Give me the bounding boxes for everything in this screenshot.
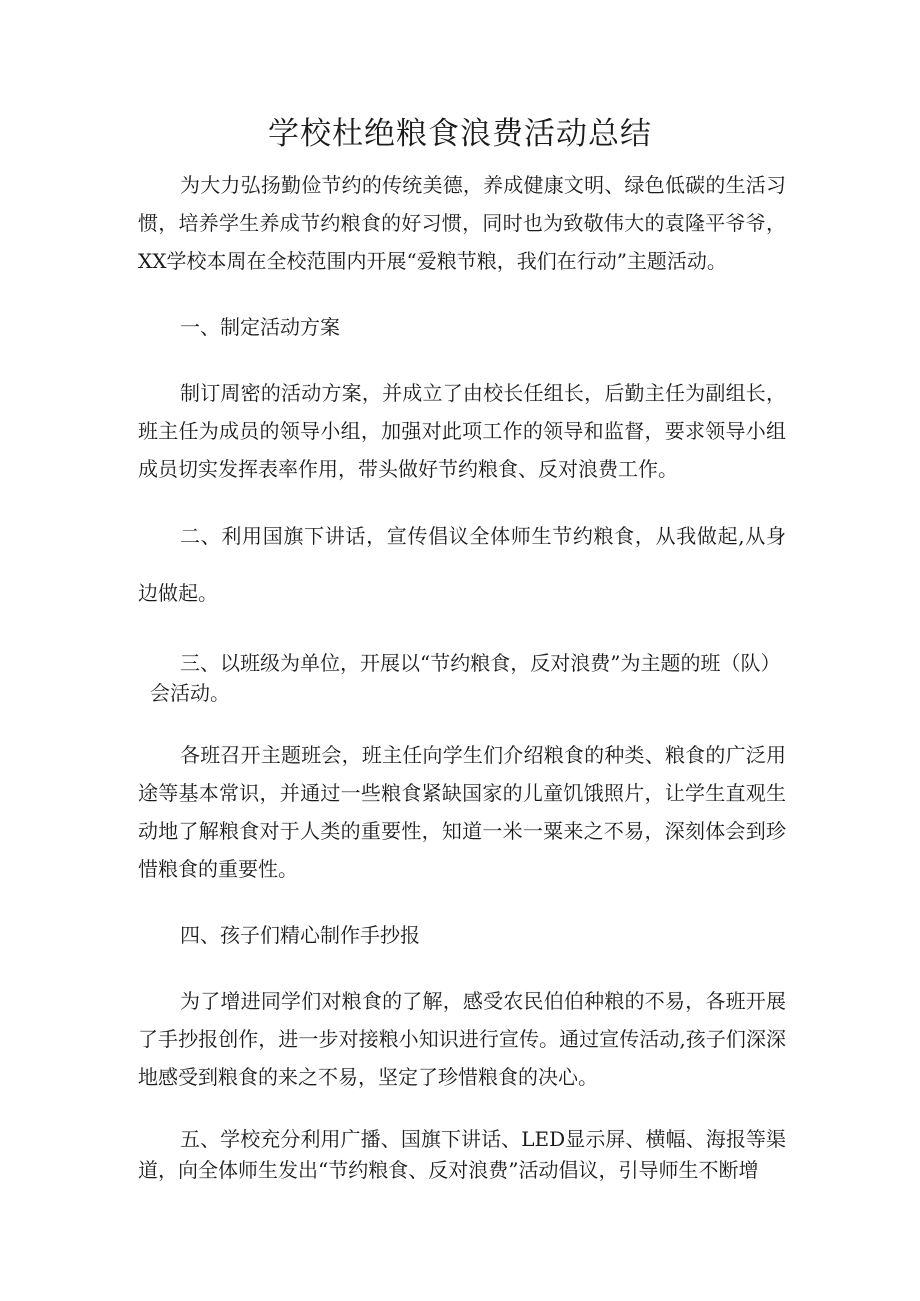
section-1-heading: 一、制定活动方案 <box>180 315 340 339</box>
page-title: 学校杜绝粮食浪费活动总结 <box>268 116 652 152</box>
section-4-body: 为了增进同学们对粮食的了解，感受农民伯伯种粮的不易，各班开展了手抄报创作，进一步对接粮小知识进行宣传。通过宣传活动,孩子们深深地感受到粮食的来之不易，坚定了珍惜粮食的决心。 <box>138 989 786 1089</box>
document-body <box>138 166 786 1186</box>
section-3-heading <box>138 635 786 692</box>
section-3-body: 各班召开主题班会，班主任向学生们介绍粮食的种类、粮食的广泛用途等基本常识，并通过一些粮食紧缺国家的儿童饥饿照片，让学生直观生动地了解粮食对于人类的重要性，知道一米一粟来之不易，深刻体会到珍惜粮食的重要性。 <box>138 743 786 881</box>
section-1-body: 制订周密的活动方案，并成立了由校长任组长，后勤主任为副组长，班主任为成员的领导小组，加强对此项工作的领导和监督，要求领导小组成员切实发挥表率作用，带头做好节约粮食、反对浪费工作。 <box>138 381 786 481</box>
section-2-heading: 二、利用国旗下讲话，宣传倡议全体师生节约粮食，从我做起,从身边做起。 <box>138 524 786 605</box>
section-5-body: 五、学校充分利用广播、国旗下讲话、LED显示屏、横幅、海报等渠道，向全体师生发出“节约粮食、反对浪费”活动倡议，引导师生不断增 <box>138 1127 786 1182</box>
section-3-heading-line2: 会活动。 <box>150 681 230 705</box>
section-4-heading: 四、孩子们精心制作手抄报 <box>180 923 420 947</box>
section-3-heading-line1: 三、以班级为单位，开展以“节约粮食，反对浪费”为主题的班（队） <box>180 651 781 675</box>
intro-paragraph: 为大力弘扬勤俭节约的传统美德，养成健康文明、绿色低碳的生活习惯，培养学生养成节约粮食的好习惯，同时也为致敬伟大的袁隆平爷爷，XX学校本周在全校范围内开展“爱粮节粮，我们在行动”主题活动。 <box>138 173 786 273</box>
